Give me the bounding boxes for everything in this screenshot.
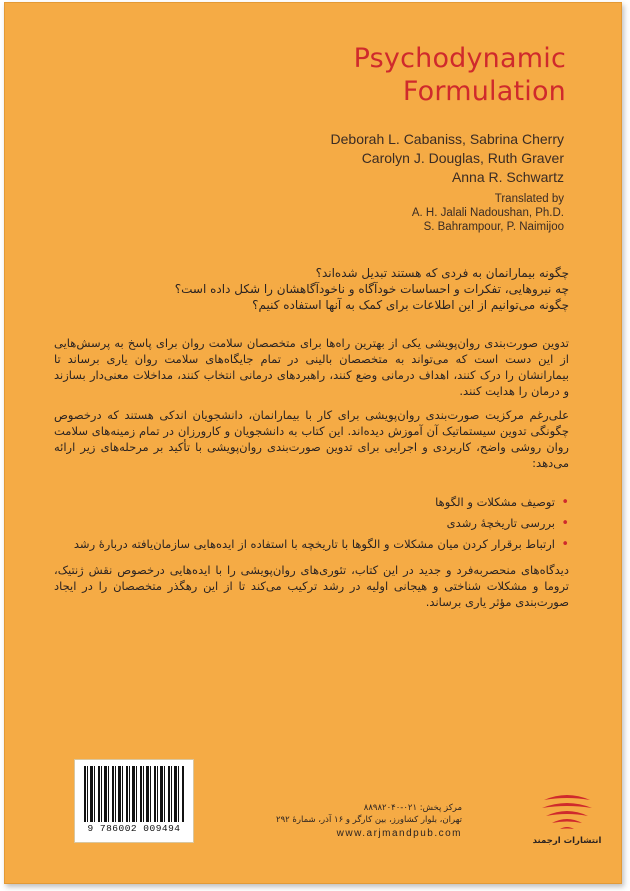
book-title-line-1: Psychodynamic <box>353 43 566 74</box>
translators-line-1: A. H. Jalali Nadoushan, Ph.D. <box>411 207 564 219</box>
book-title <box>354 42 566 108</box>
authors-line-2: Carolyn J. Douglas, Ruth Graver <box>361 150 564 166</box>
step-item-2: • بررسی تاریخچهٔ رشدی <box>54 513 569 534</box>
question-1: چگونه بیمارانمان به فردی که هستند تبدیل شده‌اند؟ <box>315 266 569 280</box>
step-item-1: • توصیف مشکلات و الگوها <box>54 492 569 513</box>
isbn-barcode <box>74 759 194 843</box>
publisher-phone: مرکز پخش: ۰۲۱-۸۸۹۸۲۰۴۰ <box>363 803 462 813</box>
book-title-line-2: Formulation <box>402 76 566 107</box>
translator-credits <box>412 192 564 234</box>
isbn-number: 9 786002 009494 <box>87 823 181 834</box>
description-paragraph-2: علی‌رغم مرکزیت صورت‌بندی روان‌پویشی برای کار با بیمارانمان، دانشجویان اندکی هستند که درخصوص چگونگی تدوین سیستماتیک آن آموزش دیده‌اند. این کتاب به دانشجویان و کارورزان در تمام زمینه‌های سلامت روان روشی واضح، کاربردی و اجرایی برای تدوین صورت‌بندی روان‌پویشی با تأکید بر مرحله‌های زیر ارائه می‌دهد: <box>54 408 569 470</box>
question-3: چگونه می‌توانیم از این اطلاعات برای کمک به آنها استفاده کنیم؟ <box>252 298 569 312</box>
book-back-cover <box>4 2 622 884</box>
question-2: چه نیروهایی، تفکرات و احساسات خودآگاه و ناخودآگاهشان را شکل داده است؟ <box>174 282 569 296</box>
author-list <box>331 130 564 187</box>
publisher-name: انتشارات ارجمند <box>532 836 602 846</box>
description-paragraph-1: تدوین صورت‌بندی روان‌پویشی یکی از بهترین راه‌ها برای متخصصان سلامت روان برای پاسخ به پرسش‌هایی از این دست است که می‌تواند به متخصصان بالینی در تمام جایگاه‌های سلامت روان یاری برساند تا بیمارانشان را درک کنند، اهداف درمانی وضع کنند، راهبردهای درمانی انتخاب کنند، مداخلات معنی‌دار بسازند و درمان را هدایت کنند. <box>54 336 569 398</box>
translated-by-label: Translated by <box>494 193 564 205</box>
publisher-address: تهران، بلوار کشاورز، بین کارگر و ۱۶ آذر، شمارهٔ ۲۹۲ <box>276 815 462 825</box>
publisher-contact <box>276 802 462 826</box>
question-list <box>69 265 569 313</box>
translators-line-2: S. Bahrampour, P. Naimijoo <box>423 221 564 233</box>
steps-list <box>54 492 569 555</box>
arjmand-logo-icon <box>540 792 594 834</box>
step-item-3: • ارتباط برقرار کردن میان مشکلات و الگوها با تاریخچه با استفاده از ایده‌هایی سازمان‌یافته دربارهٔ رشد <box>54 534 569 555</box>
authors-line-1: Deborah L. Cabaniss, Sabrina Cherry <box>330 131 564 147</box>
barcode-bars <box>84 766 184 822</box>
publisher-website: www.arjmandpub.com <box>336 828 462 839</box>
description-paragraph-3: دیدگاه‌های منحصربه‌فرد و جدید در این کتاب، تئوری‌های روان‌پویشی را با ایده‌هایی درخصوص نقش ژنتیک، تروما و مشکلات شناختی و هیجانی اولیه در رشد ترکیب می‌کند تا از این رهگذر متخصصان را در ایجاد صورت‌بندی مؤثر یاری برساند. <box>54 563 569 609</box>
authors-line-3: Anna R. Schwartz <box>451 169 564 185</box>
